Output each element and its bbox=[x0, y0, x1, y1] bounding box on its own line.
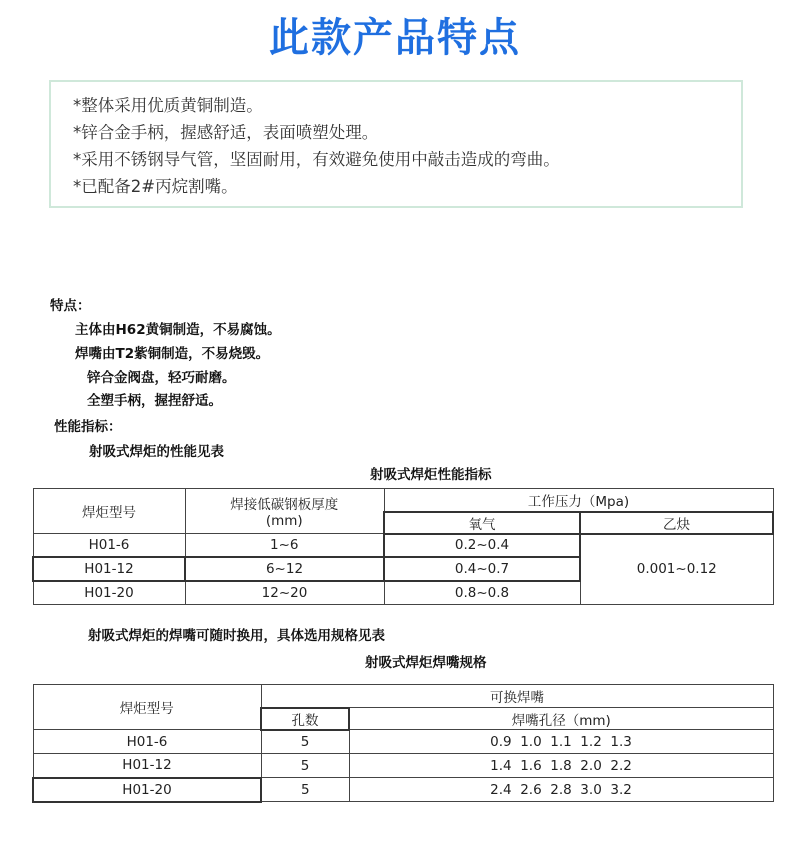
cell-holes: 5 bbox=[261, 730, 349, 754]
cell-diameters: 1.4 1.6 1.8 2.0 2.2 bbox=[349, 754, 773, 778]
header-diameter: 焊嘴孔径（mm) bbox=[349, 708, 773, 730]
page-title: 此款产品特点 bbox=[269, 15, 521, 61]
cell-model: H01-20 bbox=[33, 778, 261, 802]
header-nozzle: 可换焊嘴 bbox=[261, 685, 773, 708]
cell-model: H01-12 bbox=[33, 557, 185, 581]
feature-line: *已配备2#丙烷割嘴。 bbox=[73, 177, 238, 196]
header-thickness-label: 焊接低碳钢板厚度 bbox=[230, 497, 339, 513]
header-model: 焊炬型号 bbox=[33, 489, 185, 534]
cell-acetylene: 0.001~0.12 bbox=[580, 534, 773, 605]
cell-model: H01-6 bbox=[33, 534, 185, 557]
header-pressure: 工作压力（Mpa) bbox=[384, 489, 773, 512]
cell-holes: 5 bbox=[261, 778, 349, 802]
table-row bbox=[33, 534, 773, 557]
spec-feature-item: 焊嘴由T2紫铜制造，不易烧毁。 bbox=[75, 346, 270, 362]
performance-note: 射吸式焊炬的性能见表 bbox=[89, 444, 224, 460]
nozzle-note: 射吸式焊炬的焊嘴可随时换用，具体选用规格见表 bbox=[88, 628, 385, 644]
header-holes: 孔数 bbox=[261, 708, 349, 730]
table2-caption: 射吸式焊炬焊嘴规格 bbox=[365, 655, 487, 671]
feature-line: *整体采用优质黄铜制造。 bbox=[73, 96, 263, 115]
cell-model: H01-12 bbox=[33, 754, 261, 778]
feature-line: *锌合金手柄，握感舒适，表面喷塑处理。 bbox=[73, 123, 379, 142]
performance-table bbox=[32, 488, 774, 605]
features-heading: 特点： bbox=[50, 298, 91, 314]
cell-thickness: 12~20 bbox=[185, 581, 384, 605]
cell-model: H01-20 bbox=[33, 581, 185, 605]
header-thickness bbox=[185, 489, 384, 534]
table-row bbox=[33, 754, 773, 778]
cell-model: H01-6 bbox=[33, 730, 261, 754]
feature-box bbox=[49, 80, 743, 208]
spec-feature-item: 全塑手柄，握捏舒适。 bbox=[87, 393, 222, 409]
table-row bbox=[33, 778, 773, 802]
header-model: 焊炬型号 bbox=[33, 685, 261, 730]
header-acetylene: 乙炔 bbox=[580, 512, 773, 534]
table-row bbox=[33, 730, 773, 754]
cell-diameters: 2.4 2.6 2.8 3.0 3.2 bbox=[349, 778, 773, 802]
cell-diameters: 0.9 1.0 1.1 1.2 1.3 bbox=[349, 730, 773, 754]
nozzle-table bbox=[32, 684, 774, 803]
cell-holes: 5 bbox=[261, 754, 349, 778]
spec-feature-item: 锌合金阀盘，轻巧耐磨。 bbox=[87, 370, 236, 386]
cell-oxygen: 0.8~0.8 bbox=[384, 581, 580, 605]
cell-thickness: 6~12 bbox=[185, 557, 384, 581]
cell-oxygen: 0.4~0.7 bbox=[384, 557, 580, 581]
header-thickness-unit: (mm) bbox=[265, 513, 303, 529]
performance-heading: 性能指标： bbox=[54, 419, 122, 435]
cell-oxygen: 0.2~0.4 bbox=[384, 534, 580, 557]
header-oxygen: 氧气 bbox=[384, 512, 580, 534]
cell-thickness: 1~6 bbox=[185, 534, 384, 557]
feature-line: *采用不锈钢导气管，坚固耐用，有效避免使用中敲击造成的弯曲。 bbox=[73, 150, 560, 169]
spec-feature-item: 主体由H62黄铜制造，不易腐蚀。 bbox=[75, 322, 281, 338]
table1-caption: 射吸式焊炬性能指标 bbox=[370, 467, 492, 483]
